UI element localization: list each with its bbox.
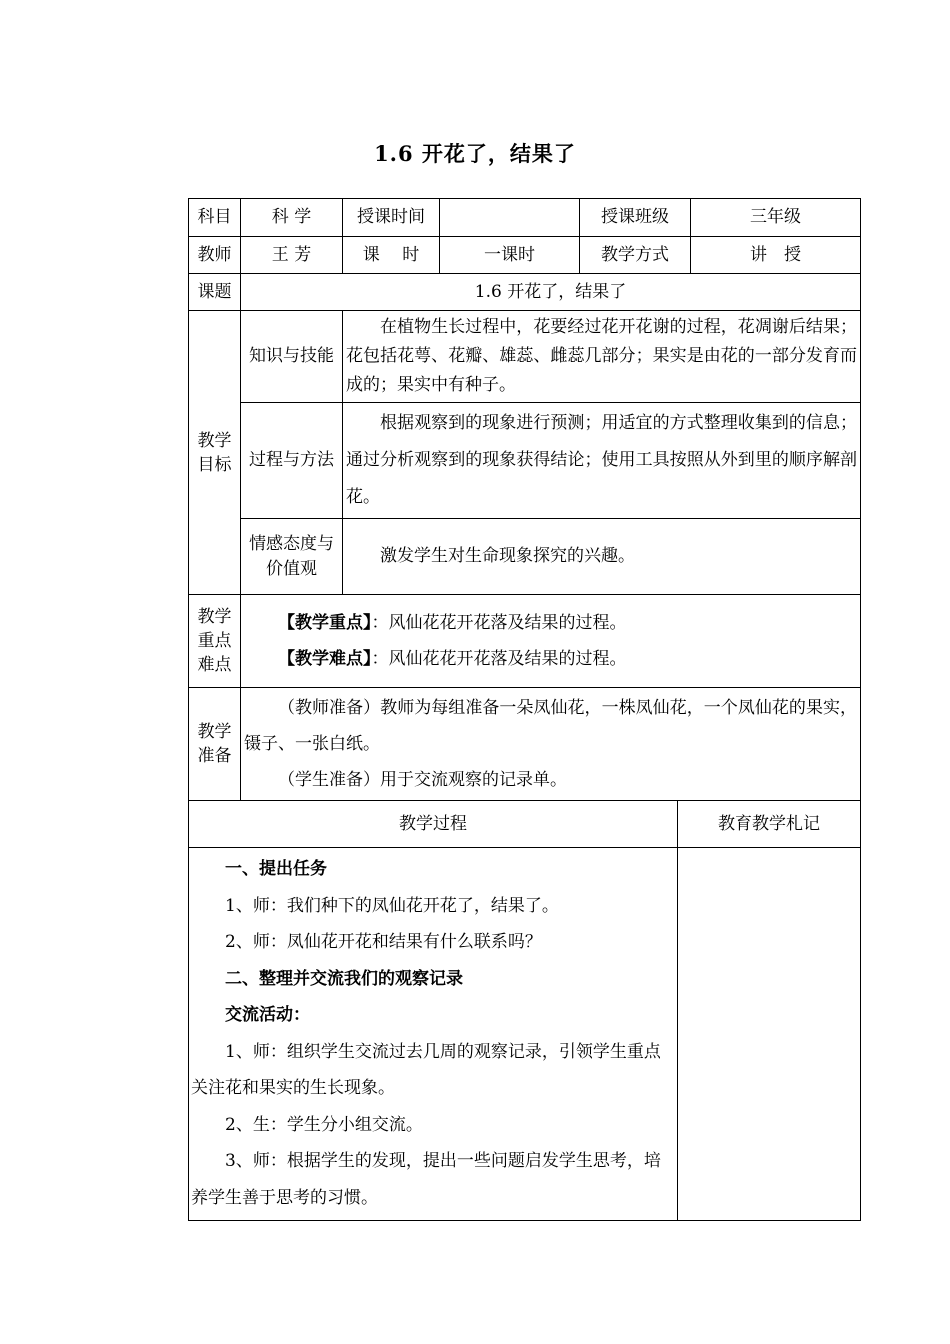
process-method-text: 根据观察到的现象进行预测；用适宜的方式整理收集到的信息；通过分析观察到的现象获得结论；使用工具按照从外到里的顺序解剖花。 (343, 403, 861, 519)
emotion-text: 激发学生对生命现象探究的兴趣。 (343, 519, 861, 595)
keypoints-label: 教学重点难点 (189, 595, 241, 688)
subject-label: 科目 (189, 199, 241, 237)
hard-point-text: ：风仙花花开花落及结果的过程。 (371, 649, 627, 669)
prep-content (241, 688, 861, 801)
page-title: 1.6 开花了，结果了 (374, 141, 576, 166)
class-label: 授课班级 (580, 199, 691, 237)
process-line: 3、师：根据学生的发现，提出一些问题启发学生思考，培养学生善于思考的习惯。 (191, 1151, 661, 1208)
process-line: 2、生：学生分小组交流。 (225, 1114, 423, 1135)
hard-point-tag: 【教学难点】 (278, 649, 372, 669)
process-method-label: 过程与方法 (241, 403, 343, 519)
knowledge-text: 在植物生长过程中，花要经过花开花谢的过程，花凋谢后结果；花包括花萼、花瓣、雄蕊、雌蕊几部分；果实是由花的一部分发育而成的；果实中有种子。 (343, 311, 861, 403)
process-heading: 二、整理并交流我们的观察记录 (225, 968, 463, 989)
notes-header: 教育教学札记 (678, 801, 861, 848)
key-point-tag: 【教学重点】 (278, 613, 372, 633)
knowledge-label: 知识与技能 (241, 311, 343, 403)
lesson-plan-table (188, 198, 860, 1221)
prep-label: 教学准备 (189, 688, 241, 801)
method-value: 讲 授 (691, 237, 861, 274)
process-header: 教学过程 (189, 801, 678, 848)
process-line: 1、师：组织学生交流过去几周的观察记录，引领学生重点关注花和果实的生长现象。 (191, 1041, 661, 1098)
method-label: 教学方式 (580, 237, 691, 274)
teacher-value: 王 芳 (241, 237, 343, 274)
time-value (440, 199, 580, 237)
emotion-label: 情感态度与价值观 (241, 519, 343, 595)
process-heading: 交流活动： (225, 1005, 310, 1025)
process-heading: 一、提出任务 (225, 859, 327, 879)
class-value: 三年级 (691, 199, 861, 237)
process-line: 1、师：我们种下的凤仙花开花了，结果了。 (225, 895, 559, 916)
keypoints-content (241, 595, 861, 688)
process-line: 2、师：凤仙花开花和结果有什么联系吗？ (225, 932, 542, 952)
period-label: 课 时 (343, 237, 440, 274)
process-content (189, 848, 678, 1221)
prep-teacher-text: （教师准备）教师为每组准备一朵凤仙花，一株凤仙花，一个凤仙花的果实，镊子、一张白纸。 (244, 698, 857, 754)
topic-label: 课题 (189, 274, 241, 311)
subject-value: 科 学 (241, 199, 343, 237)
period-value: 一课时 (440, 237, 580, 274)
key-point-text: ：风仙花花开花落及结果的过程。 (371, 613, 627, 633)
topic-value: 1.6 开花了，结果了 (241, 274, 861, 311)
notes-content (678, 848, 861, 1221)
goals-label: 教学目标 (189, 311, 241, 595)
prep-student-text: （学生准备）用于交流观察的记录单。 (278, 770, 567, 790)
time-label: 授课时间 (343, 199, 440, 237)
teacher-label: 教师 (189, 237, 241, 274)
